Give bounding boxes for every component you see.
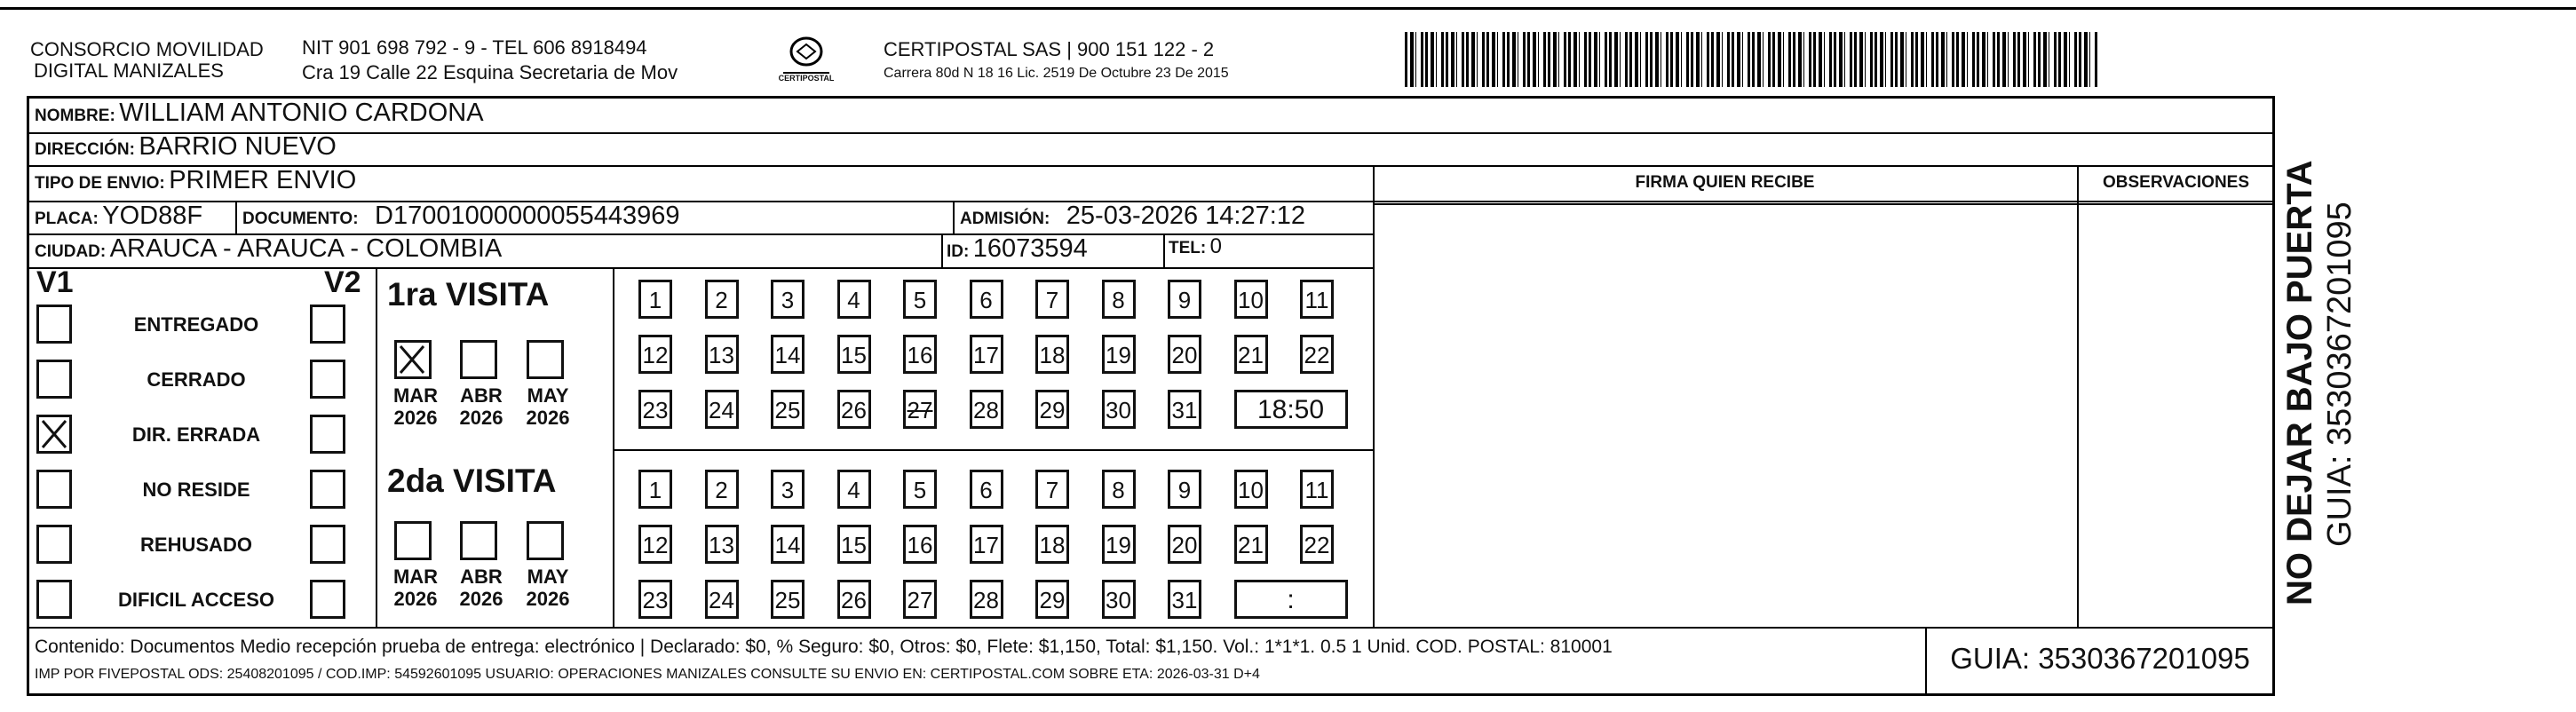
day-box[interactable]: 26	[837, 580, 871, 619]
month-name: MAR	[392, 384, 439, 407]
day-box[interactable]: 1	[638, 280, 672, 319]
direccion-label: DIRECCIÓN:	[35, 140, 135, 159]
month-year: 2026	[526, 588, 570, 610]
day-box[interactable]: 23	[638, 390, 672, 429]
month-checkbox[interactable]	[460, 340, 497, 379]
day-box[interactable]: 6	[970, 280, 1003, 319]
hour-field[interactable]: 18:50	[1234, 390, 1348, 429]
placa-label: PLACA:	[35, 210, 99, 228]
day-box[interactable]: 2	[705, 280, 739, 319]
month-year: 2026	[526, 407, 570, 429]
nombre-value: WILLIAM ANTONIO CARDONA	[119, 99, 484, 127]
day-box[interactable]: 14	[771, 335, 805, 374]
status-label: DIR. ERRADA	[131, 423, 261, 446]
month-label	[387, 384, 444, 429]
tel-field	[1169, 234, 1222, 259]
v1-header: V1	[36, 265, 74, 299]
day-box[interactable]: 12	[638, 335, 672, 374]
documento-field	[242, 202, 680, 231]
certipostal-logo-icon	[774, 34, 838, 87]
id-label: ID:	[947, 242, 970, 261]
month-checkbox[interactable]	[394, 521, 432, 560]
v2-header: V2	[324, 265, 361, 299]
day-box[interactable]: 27	[903, 390, 937, 429]
placa-field	[35, 202, 202, 231]
day-box[interactable]: 5	[903, 470, 937, 509]
day-box[interactable]: 26	[837, 390, 871, 429]
firma-header: FIRMA QUIEN RECIBE	[1635, 173, 1815, 192]
v1-checkbox[interactable]	[36, 305, 72, 344]
month-checkbox[interactable]	[394, 340, 432, 379]
ciudad-value: ARAUCA - ARAUCA - COLOMBIA	[109, 234, 503, 263]
tel-label: TEL:	[1169, 239, 1207, 257]
month-label	[453, 566, 510, 610]
no-dejar-bajo-puerta: NO DEJAR BAJO PUERTA	[2280, 160, 2319, 605]
day-box[interactable]: 23	[638, 580, 672, 619]
month-year: 2026	[459, 407, 503, 429]
direccion-value: BARRIO NUEVO	[139, 132, 337, 161]
month-label	[519, 384, 576, 429]
day-box[interactable]: 29	[1035, 390, 1069, 429]
day-box[interactable]: 12	[638, 525, 672, 564]
tel-value: 0	[1209, 234, 1223, 258]
company-nit: NIT 901 698 792 - 9 - TEL 606 8918494	[302, 36, 647, 59]
month-label	[387, 566, 444, 610]
company-name-line1: CONSORCIO MOVILIDAD	[30, 38, 264, 60]
month-year: 2026	[393, 588, 438, 610]
month-checkbox[interactable]	[460, 521, 497, 560]
day-box[interactable]: 3	[771, 280, 805, 319]
placa-value: YOD88F	[102, 202, 203, 230]
day-box[interactable]: 20	[1168, 335, 1201, 374]
day-box[interactable]: 16	[903, 525, 937, 564]
month-name: ABR	[460, 566, 503, 588]
status-label: CERRADO	[147, 368, 246, 391]
day-box[interactable]: 30	[1102, 390, 1136, 429]
ciudad-label: CIUDAD:	[35, 242, 107, 261]
status-label: DIFICIL ACCESO	[117, 589, 274, 611]
v2-checkbox[interactable]	[310, 470, 345, 509]
month-label	[453, 384, 510, 429]
status-label: NO RESIDE	[142, 479, 250, 501]
v2-checkbox[interactable]	[310, 360, 345, 399]
month-checkbox[interactable]	[527, 340, 564, 379]
month-year: 2026	[393, 407, 438, 429]
nombre-row	[35, 99, 484, 128]
day-box[interactable]: 9	[1168, 470, 1201, 509]
side-guia: GUIA: 3530367201095	[2321, 202, 2358, 547]
day-box[interactable]: 8	[1102, 280, 1136, 319]
v1-checkbox[interactable]	[36, 470, 72, 509]
direccion-row	[35, 132, 337, 162]
day-box[interactable]: 22	[1300, 525, 1334, 564]
day-box[interactable]: 7	[1035, 280, 1069, 319]
admision-label: ADMISIÓN:	[960, 210, 1050, 228]
month-year: 2026	[459, 588, 503, 610]
day-box[interactable]: 31	[1168, 390, 1201, 429]
day-box[interactable]: 18	[1035, 525, 1069, 564]
day-box[interactable]: 25	[771, 580, 805, 619]
carrier-address: Carrera 80d N 18 16 Lic. 2519 De Octubre 23 De 2015	[884, 66, 1229, 81]
day-box[interactable]: 28	[970, 580, 1003, 619]
documento-label: DOCUMENTO:	[242, 210, 359, 228]
day-box[interactable]: 3	[771, 470, 805, 509]
observaciones-header: OBSERVACIONES	[2102, 173, 2250, 192]
day-box[interactable]: 31	[1168, 580, 1201, 619]
day-box[interactable]: 15	[837, 525, 871, 564]
day-box[interactable]: 21	[1234, 335, 1268, 374]
day-box[interactable]: 20	[1168, 525, 1201, 564]
v2-checkbox[interactable]	[310, 305, 345, 344]
day-box[interactable]: 4	[837, 280, 871, 319]
day-box[interactable]: 9	[1168, 280, 1201, 319]
day-box[interactable]: 13	[705, 525, 739, 564]
day-box[interactable]: 4	[837, 470, 871, 509]
day-box[interactable]: 1	[638, 470, 672, 509]
v2-checkbox[interactable]	[310, 415, 345, 454]
admision-field	[960, 202, 1305, 231]
guia-box: GUIA: 3530367201095	[1950, 642, 2250, 675]
delivery-form	[27, 96, 2275, 696]
status-label: REHUSADO	[140, 534, 252, 556]
day-box[interactable]: 10	[1234, 280, 1268, 319]
day-box[interactable]: 15	[837, 335, 871, 374]
day-box[interactable]: 24	[705, 580, 739, 619]
day-box[interactable]: 10	[1234, 470, 1268, 509]
ciudad-field	[35, 234, 502, 264]
id-field	[947, 234, 1088, 264]
month-name: ABR	[460, 384, 503, 407]
company-address: Cra 19 Calle 22 Esquina Secretaria de Mov	[302, 61, 678, 83]
day-box[interactable]: 30	[1102, 580, 1136, 619]
admision-value: 25-03-2026 14:27:12	[1066, 202, 1306, 230]
day-box[interactable]: 14	[771, 525, 805, 564]
logo-text: CERTIPOSTAL	[778, 74, 835, 83]
v1-checkbox[interactable]	[36, 360, 72, 399]
day-box[interactable]: 17	[970, 335, 1003, 374]
contenido-text: Contenido: Documentos Medio recepción prueba de entrega: electrónico | Declarado: $0, % Seguro: $0, Otros: $0, Flete: $1,150, Total: $1,150. Vol.: 1*1*1. 0.5 1 Unid. COD. POSTAL: 810001	[35, 637, 1613, 657]
day-box[interactable]: 13	[705, 335, 739, 374]
day-box[interactable]: 6	[970, 470, 1003, 509]
day-box[interactable]: 2	[705, 470, 739, 509]
month-name: MAR	[392, 566, 439, 588]
month-name: MAY	[527, 384, 569, 407]
day-box[interactable]: 7	[1035, 470, 1069, 509]
nombre-label: NOMBRE:	[35, 107, 115, 125]
v1-checkbox[interactable]	[36, 415, 72, 454]
day-box[interactable]: 27	[903, 580, 937, 619]
month-checkbox[interactable]	[527, 521, 564, 560]
v2-checkbox[interactable]	[310, 580, 345, 619]
v1-checkbox[interactable]	[36, 580, 72, 619]
day-box[interactable]: 8	[1102, 470, 1136, 509]
torn-edge	[0, 0, 2576, 10]
carrier-name: CERTIPOSTAL SAS | 900 151 122 - 2	[884, 38, 1215, 60]
day-box[interactable]: 24	[705, 390, 739, 429]
day-box[interactable]: 16	[903, 335, 937, 374]
month-name: MAY	[527, 566, 569, 588]
day-box[interactable]: 29	[1035, 580, 1069, 619]
visita1-title: 1ra VISITA	[387, 276, 550, 312]
imp-text: IMP POR FIVEPOSTAL ODS: 25408201095 / COD.IMP: 54592601095 USUARIO: OPERACIONES MANIZALES CONSULTE SU ENVIO EN: CERTIPOSTAL.COM SOBRE ETA: 2026-03-31 D+4	[35, 667, 1260, 682]
day-box[interactable]: 25	[771, 390, 805, 429]
day-box[interactable]: 28	[970, 390, 1003, 429]
status-label: ENTREGADO	[133, 313, 259, 336]
tipo-envio-value: PRIMER ENVIO	[169, 166, 357, 194]
day-box[interactable]: 11	[1300, 470, 1334, 509]
v2-checkbox[interactable]	[310, 525, 345, 564]
day-box[interactable]: 19	[1102, 335, 1136, 374]
day-box[interactable]: 22	[1300, 335, 1334, 374]
visita2-title: 2da VISITA	[387, 463, 557, 499]
day-box[interactable]: 19	[1102, 525, 1136, 564]
id-value: 16073594	[972, 234, 1088, 263]
documento-value: D17001000000055443969	[375, 202, 680, 230]
tipo-envio-row	[35, 166, 356, 195]
day-box[interactable]: 18	[1035, 335, 1069, 374]
tipo-envio-label: TIPO DE ENVIO:	[35, 174, 165, 193]
day-box[interactable]: 11	[1300, 280, 1334, 319]
hour-field[interactable]: :	[1234, 580, 1348, 619]
day-box[interactable]: 5	[903, 280, 937, 319]
v1-checkbox[interactable]	[36, 525, 72, 564]
month-label	[519, 566, 576, 610]
barcode	[1405, 32, 2097, 87]
day-box[interactable]: 21	[1234, 525, 1268, 564]
day-box[interactable]: 17	[970, 525, 1003, 564]
company-name-line2: DIGITAL MANIZALES	[34, 59, 224, 82]
